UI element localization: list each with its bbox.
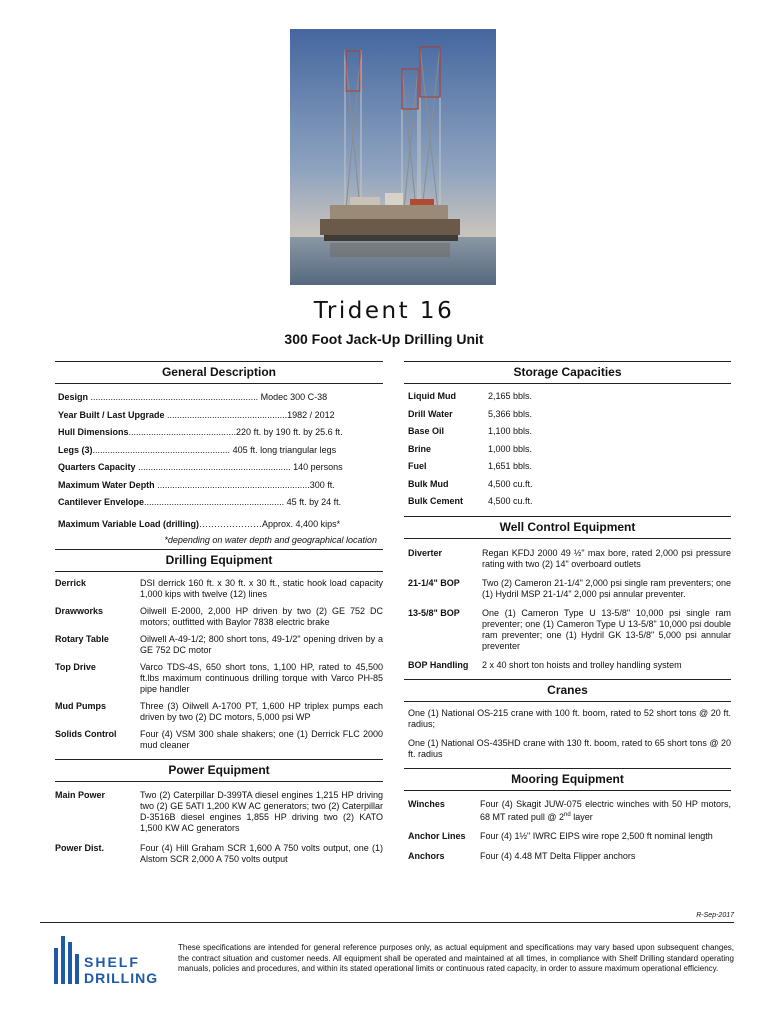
power-row: Main Power Two (2) Caterpillar D-399TA diesel engines 1,215 HP driving two (2) GE 5ATI 1,200 KW AC generators; two (2) Caterpillar D-3516B diesel engines 1,855 HP driving two (2) KATO 1,500 KW AC generators (55, 790, 383, 833)
wellcontrol-row: 21-1/4" BOP Two (2) Cameron 21-1/4" 2,000 psi single ram preventers; one (1) Hydril MSP 21-1/4" 2,000 psi annular preventer. (408, 577, 731, 599)
storage-row: Base Oil 1,100 bbls. (408, 426, 533, 436)
general-row: Hull Dimensions...........................................220 ft. by 190 ft. by 25.6 ft. (58, 427, 343, 437)
drilling-row: Derrick DSI derrick 160 ft. x 30 ft. x 30 ft., static hook load capacity 1,000 kips with twelve (12) lines (55, 578, 383, 599)
storage-row: Bulk Cement 4,500 cu.ft. (408, 496, 533, 506)
wellcontrol-list (404, 539, 731, 671)
mooring-row-winches: Winches Four (4) Skagit JUW-075 electric winches with 50 HP motors, 68 MT rated pull @ 2nd layer (408, 798, 731, 822)
general-row: Maximum Variable Load (drilling)…………………Approx. 4,400 kips* (58, 518, 341, 529)
logo-text-drilling: DRILLING (84, 970, 159, 986)
storage-row: Fuel 1,651 bbls. (408, 461, 533, 471)
logo-text-shelf: SHELF (84, 954, 140, 970)
mooring-row-anchor-lines: Anchor Lines Four (4) 1½" IWRC EIPS wire rope 2,500 ft nominal length (408, 830, 713, 841)
storage-row: Bulk Mud 4,500 cu.ft. (408, 478, 533, 489)
drilling-row: Solids Control Four (4) VSM 300 shale shakers; one (1) Derrick FLC 2000 mud cleaner (55, 729, 383, 750)
drilling-list (55, 572, 383, 751)
general-list (55, 384, 383, 533)
section-heading-general: General Description (55, 361, 383, 384)
drilling-row: Rotary Table Oilwell A-49-1/2; 800 short tons, 49-1/2" opening driven by a GE 752 DC motor (55, 634, 383, 655)
wellcontrol-row: Diverter Regan KFDJ 2000 49 ½" max bore, rated 2,000 psi pressure rating with two (2) 14" overboard outlets (408, 547, 731, 569)
section-heading-storage: Storage Capacities (404, 361, 731, 384)
mooring-list (404, 791, 731, 862)
wellcontrol-row: 13-5/8" BOP One (1) Cameron Type U 13-5/8" 10,000 psi single ram preventer; one (1) Cameron Type U 13-5/8" 10,000 psi double ram preventer; one (1) Hydril GK 13-5/8" 5,000 psi annular preventer (408, 607, 731, 651)
rig-title: Trident 16 (313, 298, 455, 324)
wellcontrol-row: BOP Handling 2 x 40 short ton hoists and trolley handling system (408, 659, 682, 670)
section-heading-power: Power Equipment (55, 759, 383, 782)
section-heading-mooring: Mooring Equipment (404, 768, 731, 791)
left-column (55, 361, 383, 865)
right-column (404, 361, 731, 862)
storage-row: Brine 1,000 bbls. (408, 443, 533, 454)
drilling-row: Top Drive Varco TDS-4S, 650 short tons, 1,100 HP, rated to 45,500 ft.lbs maximum continuous drilling torque with Varco PH-85 pipe handler (55, 662, 383, 694)
drilling-row: Drawworks Oilwell E-2000, 2,000 HP driven by two (2) GE 752 DC motors; outfitted with Baylor 7838 electric brake (55, 606, 383, 627)
storage-list (404, 384, 731, 511)
rig-subtitle: 300 Foot Jack-Up Drilling Unit (284, 331, 484, 347)
storage-row: Drill Water 5,366 bbls. (408, 408, 533, 419)
revision-label: R-Sep-2017 (696, 912, 734, 919)
section-heading-drilling: Drilling Equipment (55, 549, 383, 572)
shelf-drilling-logo (52, 934, 172, 988)
crane-item: One (1) National OS-435HD crane with 130 ft. boom, rated to 65 short tons @ 20 ft. radius (408, 737, 731, 759)
section-heading-cranes: Cranes (404, 679, 731, 702)
mooring-row-anchors: Anchors Four (4) 4.48 MT Delta Flipper anchors (408, 850, 636, 861)
rig-photo (290, 29, 496, 285)
power-list (55, 782, 383, 865)
general-row: Design ................................................................... Modec 300 C-38 (58, 392, 328, 402)
general-row: Maximum Water Depth .............................................................300 ft. (58, 479, 335, 490)
general-row: Year Built / Last Upgrade ................................................1982 / 2012 (58, 409, 335, 420)
general-row: Quarters Capacity ............................................................. 140 persons (58, 462, 343, 472)
section-heading-wellcontrol: Well Control Equipment (404, 516, 731, 539)
power-row: Power Dist. Four (4) Hill Graham SCR 1,600 A 750 volts output, one (1) Alstom SCR 2,000 A 750 volts output (55, 843, 383, 864)
general-row: Legs (3)....................................................... 405 ft. long triangular legs (58, 444, 337, 455)
storage-row: Liquid Mud 2,165 bbls. (408, 391, 533, 401)
general-row: Cantilever Envelope........................................................ 45 ft. by 24 ft. (58, 497, 342, 507)
cranes-list (404, 702, 731, 760)
crane-item: One (1) National OS-215 crane with 100 ft. boom, rated to 52 short tons @ 20 ft. radius; (408, 707, 731, 729)
footer-divider (40, 922, 734, 923)
general-note: *depending on water depth and geographical location (164, 535, 377, 545)
rig-image (290, 29, 496, 285)
disclaimer-text: These specifications are intended for general reference purposes only, as actual equipment and specifications may vary based upon subsequent changes, the contract situation and customer needs. All equipment shall be operated and maintained at all times, in compliance with Shelf Drilling standard operating manuals, policies and procedures, and within its stated operational limits or continuous rated capacity, in order to assure maximum operational efficiency. (178, 943, 734, 973)
drilling-row: Mud Pumps Three (3) Oilwell A-1700 PT, 1,600 HP triplex pumps each driven by two (2) DC motors, 5,000 psi WP (55, 701, 383, 722)
